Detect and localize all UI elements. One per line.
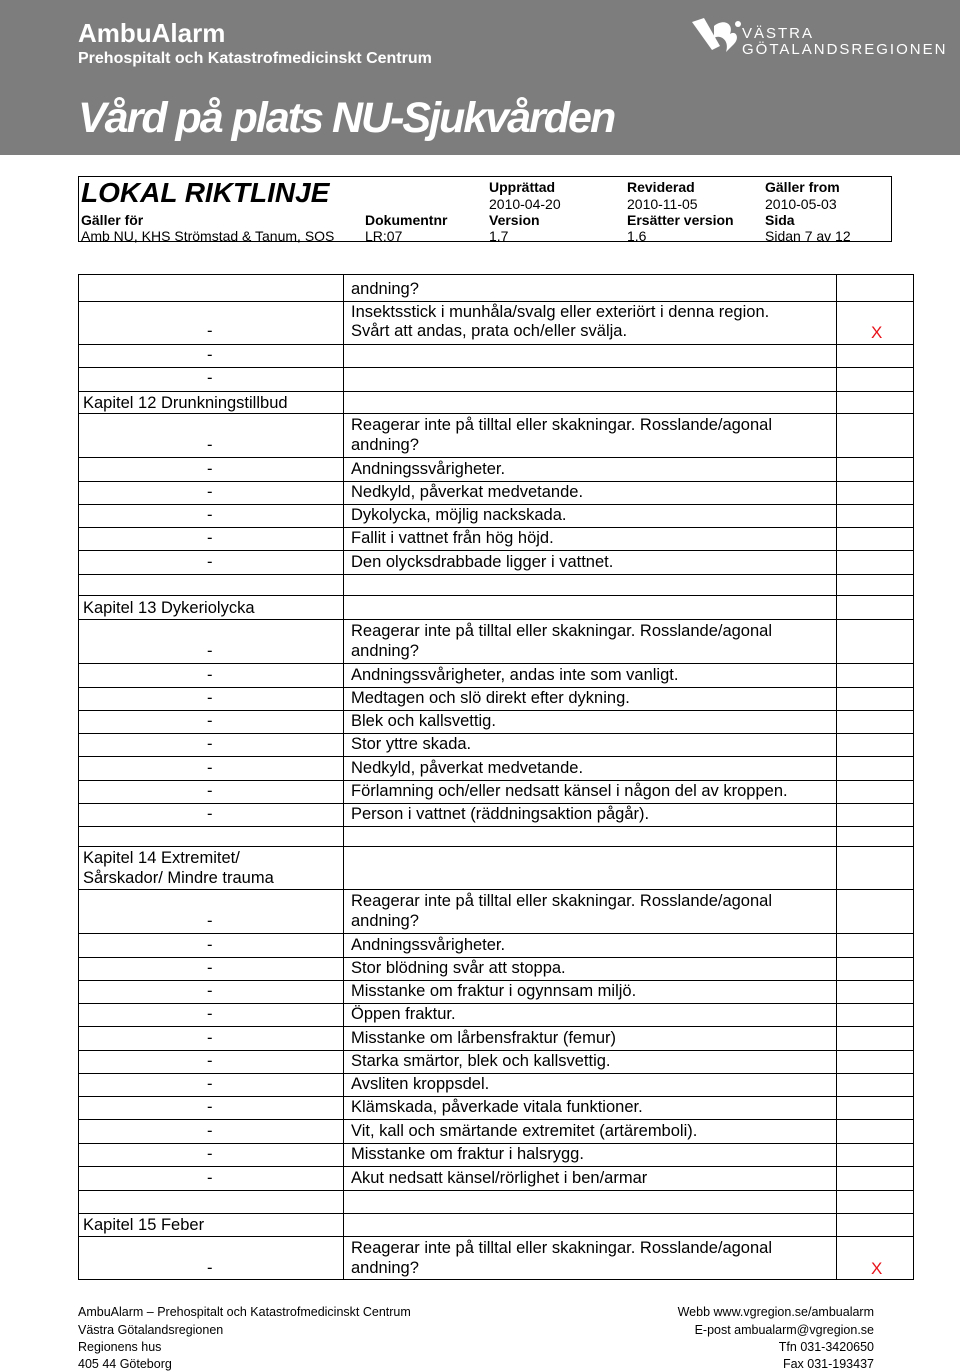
bullet-dash: - bbox=[207, 483, 213, 501]
bullet-dash: - bbox=[207, 712, 213, 730]
region-name bbox=[742, 26, 947, 58]
galler-from-value: 2010-05-03 bbox=[765, 196, 837, 212]
footer-fax: Fax 031-193437 bbox=[782, 1357, 874, 1371]
cell-text: Den olycksdrabbade ligger i vattnet. bbox=[351, 553, 614, 571]
bullet-dash: - bbox=[207, 1075, 213, 1093]
bullet-dash: - bbox=[207, 369, 213, 387]
bullet-dash: - bbox=[207, 529, 213, 547]
row-divider bbox=[79, 344, 913, 345]
cell-text: Blek och kallsvettig. bbox=[351, 712, 496, 730]
dokumentnr-label: Dokumentnr bbox=[365, 212, 448, 228]
sida-label: Sida bbox=[765, 212, 795, 228]
row-divider bbox=[79, 595, 913, 596]
cell-text: Person i vattnet (räddningsaktion pågår). bbox=[351, 805, 650, 823]
row-divider bbox=[79, 1073, 913, 1074]
galler-for-value: Amb NU, KHS Strömstad & Tanum, SOS bbox=[81, 228, 335, 244]
cell-text: andning? bbox=[351, 436, 419, 454]
bullet-dash: - bbox=[207, 322, 213, 340]
cell-text: Reagerar inte på tilltal eller skakningar. Rosslande/agonal bbox=[351, 1239, 772, 1257]
row-divider bbox=[79, 1166, 913, 1167]
bullet-dash: - bbox=[207, 805, 213, 823]
row-divider bbox=[79, 1213, 913, 1214]
chapter-title-14-cont: Sårskador/ Mindre trauma bbox=[83, 869, 274, 887]
ersatter-value: 1.6 bbox=[627, 228, 647, 244]
cell-text: Vit, kall och smärtande extremitet (artäremboli). bbox=[351, 1122, 698, 1140]
row-divider bbox=[79, 457, 913, 458]
bullet-dash: - bbox=[207, 912, 213, 930]
bullet-dash: - bbox=[207, 553, 213, 571]
cell-text: andning? bbox=[351, 280, 419, 298]
bullet-dash: - bbox=[207, 782, 213, 800]
row-divider bbox=[79, 391, 913, 392]
cell-text: Akut nedsatt känsel/rörlighet i ben/armar bbox=[351, 1169, 648, 1187]
reviderad-label: Reviderad bbox=[627, 179, 695, 195]
row-divider bbox=[79, 756, 913, 757]
galler-from-label: Gäller from bbox=[765, 179, 840, 195]
row-divider bbox=[79, 826, 913, 827]
column-divider bbox=[343, 275, 344, 1279]
bullet-dash: - bbox=[207, 735, 213, 753]
chapter-title-12: Kapitel 12 Drunkningstillbud bbox=[83, 394, 288, 412]
row-divider bbox=[79, 933, 913, 934]
region-logo-icon bbox=[690, 16, 750, 64]
bullet-dash: - bbox=[207, 936, 213, 954]
cell-text: Klämskada, påverkade vitala funktioner. bbox=[351, 1098, 643, 1116]
row-divider bbox=[79, 550, 913, 551]
bullet-dash: - bbox=[207, 642, 213, 660]
cell-text: Misstanke om fraktur i halsrygg. bbox=[351, 1145, 584, 1163]
row-divider bbox=[79, 1026, 913, 1027]
bullet-dash: - bbox=[207, 1098, 213, 1116]
cell-text: Insektsstick i munhåla/svalg eller exteriört i denna region. bbox=[351, 303, 770, 321]
cell-text: Medtagen och slö direkt efter dykning. bbox=[351, 689, 630, 707]
version-label: Version bbox=[489, 212, 540, 228]
cell-text: Nedkyld, påverkat medvetande. bbox=[351, 483, 584, 501]
footer-org: AmbuAlarm – Prehospitalt och Katastrofmedicinskt Centrum bbox=[78, 1305, 411, 1319]
row-divider bbox=[79, 663, 913, 664]
bullet-dash: - bbox=[207, 1052, 213, 1070]
brand-name: AmbuAlarm bbox=[78, 18, 226, 48]
cell-text: Nedkyld, påverkat medvetande. bbox=[351, 759, 584, 777]
chapter-title-14: Kapitel 14 Extremitet/ bbox=[83, 849, 240, 867]
row-divider bbox=[79, 367, 913, 368]
brand-subtitle: Prehospitalt och Katastrofmedicinskt Centrum bbox=[78, 50, 432, 67]
bullet-dash: - bbox=[207, 1169, 213, 1187]
cell-text: Andningssvårigheter. bbox=[351, 936, 506, 954]
row-divider bbox=[79, 889, 913, 890]
version-value: 1.7 bbox=[489, 228, 509, 244]
footer-phone: Tfn 031-3420650 bbox=[778, 1340, 874, 1354]
row-divider bbox=[79, 1190, 913, 1191]
row-divider bbox=[79, 1119, 913, 1120]
document-type: LOKAL RIKTLINJE bbox=[81, 177, 330, 208]
row-divider bbox=[79, 574, 913, 575]
cell-text: Förlamning och/eller nedsatt känsel i någon del av kroppen. bbox=[351, 782, 788, 800]
document-meta-table bbox=[78, 176, 892, 242]
bullet-dash: - bbox=[207, 346, 213, 364]
region-name-line2: GÖTALANDSREGIONEN bbox=[742, 41, 948, 58]
bullet-dash: - bbox=[207, 689, 213, 707]
bullet-dash: - bbox=[207, 759, 213, 777]
x-mark: X bbox=[871, 1259, 883, 1278]
cell-text: Stor yttre skada. bbox=[351, 735, 472, 753]
chapter-title-15: Kapitel 15 Feber bbox=[83, 1216, 205, 1234]
bullet-dash: - bbox=[207, 982, 213, 1000]
bullet-dash: - bbox=[207, 1029, 213, 1047]
ersatter-label: Ersätter version bbox=[627, 212, 734, 228]
row-divider bbox=[79, 733, 913, 734]
bullet-dash: - bbox=[207, 959, 213, 977]
cell-text: andning? bbox=[351, 1259, 419, 1277]
footer-building: Regionens hus bbox=[78, 1340, 162, 1354]
cell-text: Misstanke om lårbensfraktur (femur) bbox=[351, 1029, 616, 1047]
row-divider bbox=[79, 413, 913, 414]
upprattad-label: Upprättad bbox=[489, 179, 556, 195]
chapter-title-13: Kapitel 13 Dykeriolycka bbox=[83, 599, 255, 617]
bullet-dash: - bbox=[207, 460, 213, 478]
content-table bbox=[78, 274, 914, 1280]
cell-text: andning? bbox=[351, 642, 419, 660]
row-divider bbox=[79, 1003, 913, 1004]
cell-text: Öppen fraktur. bbox=[351, 1005, 456, 1023]
footer-web: Webb www.vgregion.se/ambualarm bbox=[677, 1305, 874, 1319]
bullet-dash: - bbox=[207, 1259, 213, 1277]
bullet-dash: - bbox=[207, 1005, 213, 1023]
cell-text: Andningssvårigheter, andas inte som vanligt. bbox=[351, 666, 679, 684]
upprattad-value: 2010-04-20 bbox=[489, 196, 561, 212]
reviderad-value: 2010-11-05 bbox=[627, 196, 698, 212]
page-title: Vård på plats NU-Sjukvården bbox=[78, 94, 615, 142]
galler-for-label: Gäller för bbox=[81, 212, 144, 228]
column-divider bbox=[836, 275, 837, 1279]
sida-value: Sidan 7 av 12 bbox=[765, 228, 851, 244]
bullet-dash: - bbox=[207, 506, 213, 524]
row-divider bbox=[79, 619, 913, 620]
x-mark: X bbox=[871, 323, 883, 342]
cell-text: andning? bbox=[351, 912, 419, 930]
cell-text: Misstanke om fraktur i ogynnsam miljö. bbox=[351, 982, 637, 1000]
cell-text: Dykolycka, möjlig nackskada. bbox=[351, 506, 567, 524]
footer-city: 405 44 Göteborg bbox=[78, 1357, 172, 1371]
bullet-dash: - bbox=[207, 666, 213, 684]
header-banner bbox=[0, 0, 960, 155]
cell-text: Stor blödning svår att stoppa. bbox=[351, 959, 566, 977]
row-divider bbox=[79, 846, 913, 847]
row-divider bbox=[79, 710, 913, 711]
cell-text: Avsliten kroppsdel. bbox=[351, 1075, 490, 1093]
dokumentnr-value: LR:07 bbox=[365, 228, 403, 244]
cell-text: Reagerar inte på tilltal eller skakningar. Rosslande/agonal bbox=[351, 622, 772, 640]
footer-email: E-post ambualarm@vgregion.se bbox=[694, 1323, 874, 1337]
bullet-dash: - bbox=[207, 436, 213, 454]
footer-region: Västra Götalandsregionen bbox=[78, 1323, 224, 1337]
cell-text: Reagerar inte på tilltal eller skakningar. Rosslande/agonal bbox=[351, 892, 772, 910]
row-divider bbox=[79, 1236, 913, 1237]
cell-text: Starka smärtor, blek och kallsvettig. bbox=[351, 1052, 611, 1070]
cell-text: Fallit i vattnet från hög höjd. bbox=[351, 529, 554, 547]
cell-text: Reagerar inte på tilltal eller skakningar. Rosslande/agonal bbox=[351, 416, 772, 434]
bullet-dash: - bbox=[207, 1122, 213, 1140]
cell-text: Andningssvårigheter. bbox=[351, 460, 506, 478]
cell-text: Svårt att andas, prata och/eller svälja. bbox=[351, 322, 628, 340]
region-name-line1: VÄSTRA bbox=[742, 25, 815, 42]
bullet-dash: - bbox=[207, 1145, 213, 1163]
